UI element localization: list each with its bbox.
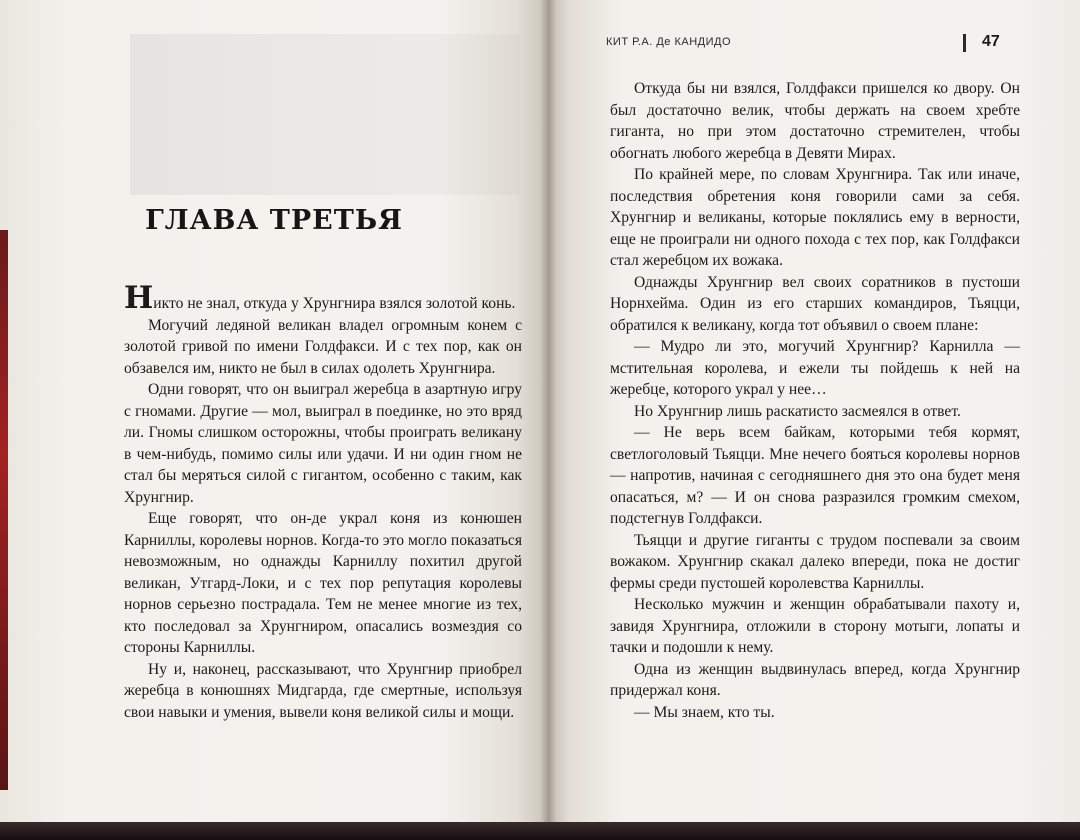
book-bottom-edge [0, 822, 1080, 840]
paragraph: — Мы знаем, кто ты. [634, 703, 775, 721]
paragraph: Но Хрунгнир лишь раскатисто засмеялся в ответ. [634, 402, 961, 420]
paragraph: Еще говорят, что он-де украл коня из конюшен Карниллы, королевы норнов. Когда-то это могло показаться невозможным, но однажды Карниллу похитил другой великан, Утгард-Локи, и с тех пор репутация королевы норнов серьезно пострадала. Тем не менее многие из тех, кто последовал за Хрунгниром, опасались возмездия со стороны Карниллы. [124, 510, 522, 656]
paragraph: — Не верь всем байкам, которыми тебя кормят, светлоголовый Тьяцци. Мне нечего бояться королевы норнов — напротив, начиная с сегодняшнего дня это она будет меня опасаться, м? — И он снова разразился громким смехом, подстегнув Голдфакси. [610, 424, 1020, 527]
paragraph: — Мудро ли это, могучий Хрунгнир? Карнилла — мстительная королева, и ежели ты пойдешь к ней на жеребце, которого украл у нее… [610, 338, 1020, 398]
paragraph [124, 280, 522, 316]
paragraph: Могучий ледяной великан владел огромным конем с золотой гривой по имени Голдфакси. И с тех пор, как он обзавелся им, никто не был в силах одолеть Хрунгнира. [124, 316, 522, 377]
header-divider [963, 34, 966, 52]
left-text-column [124, 280, 522, 723]
show-through-text [130, 34, 520, 195]
chapter-title: ГЛАВА ТРЕТЬЯ [145, 205, 403, 236]
paragraph: Одни говорят, что он выиграл жеребца в азартную игру с гномами. Другие — мол, выиграл в поединке, но это вряд ли. Гномы слишком осторожны, чтобы проиграть великану в чем-нибудь, помимо силы или удачи. И ни один гном не стал бы меряться силой с гигантом, особенно с таким, как Хрунгнир. [124, 381, 522, 506]
paragraph: Одна из женщин выдвинулась вперед, когда Хрунгнир придержал коня. [610, 660, 1020, 699]
cover-edge [0, 230, 8, 790]
paragraph: Несколько мужчин и женщин обрабатывали пахоту и, завидя Хрунгнира, отложили в сторону мотыги, лопаты и тачки и подошли к нему. [610, 596, 1020, 656]
right-page [548, 0, 1080, 828]
page-number: 47 [982, 33, 1000, 50]
right-text-column [610, 78, 1020, 723]
paragraph: Откуда бы ни взялся, Голдфакси пришелся ко двору. Он был достаточно велик, чтобы держать на своем хребте гиганта, но при этом достаточно стремителен, чтобы обогнать любого жеребца в Девяти Мирах. [610, 80, 1020, 162]
paragraph: По крайней мере, по словам Хрунгнира. Так или иначе, последствия обретения коня говорили сами за себя. Хрунгнир и великаны, которые поклялись ему в верности, еще не проиграли ни одного похода с тех пор, как Голдфакси стал жеребцом их вожака. [610, 166, 1020, 269]
paragraph-text: икто не знал, откуда у Хрунгнира взялся золотой конь. [153, 295, 516, 312]
paragraph: Тьяцци и другие гиганты с трудом поспевали за своим вожаком. Хрунгнир скакал далеко впереди, пока не достиг фермы среди пустошей королевства Карниллы. [610, 531, 1020, 592]
paragraph: Однажды Хрунгнир вел своих соратников в пустоши Норнхейма. Один из его старших командиров, Тьяцци, обратился к великану, когда тот объявил о своем плане: [610, 273, 1020, 334]
paragraph: Ну и, наконец, рассказывают, что Хрунгнир приобрел жеребца в конюшнях Мидгарда, где смертные, используя свои навыки и умения, вывели коня великой силы и мощи. [124, 660, 522, 721]
running-head: КИТ Р.А. Де КАНДИДО [606, 36, 732, 48]
book-gutter [540, 0, 556, 828]
drop-cap: Н [124, 280, 154, 316]
